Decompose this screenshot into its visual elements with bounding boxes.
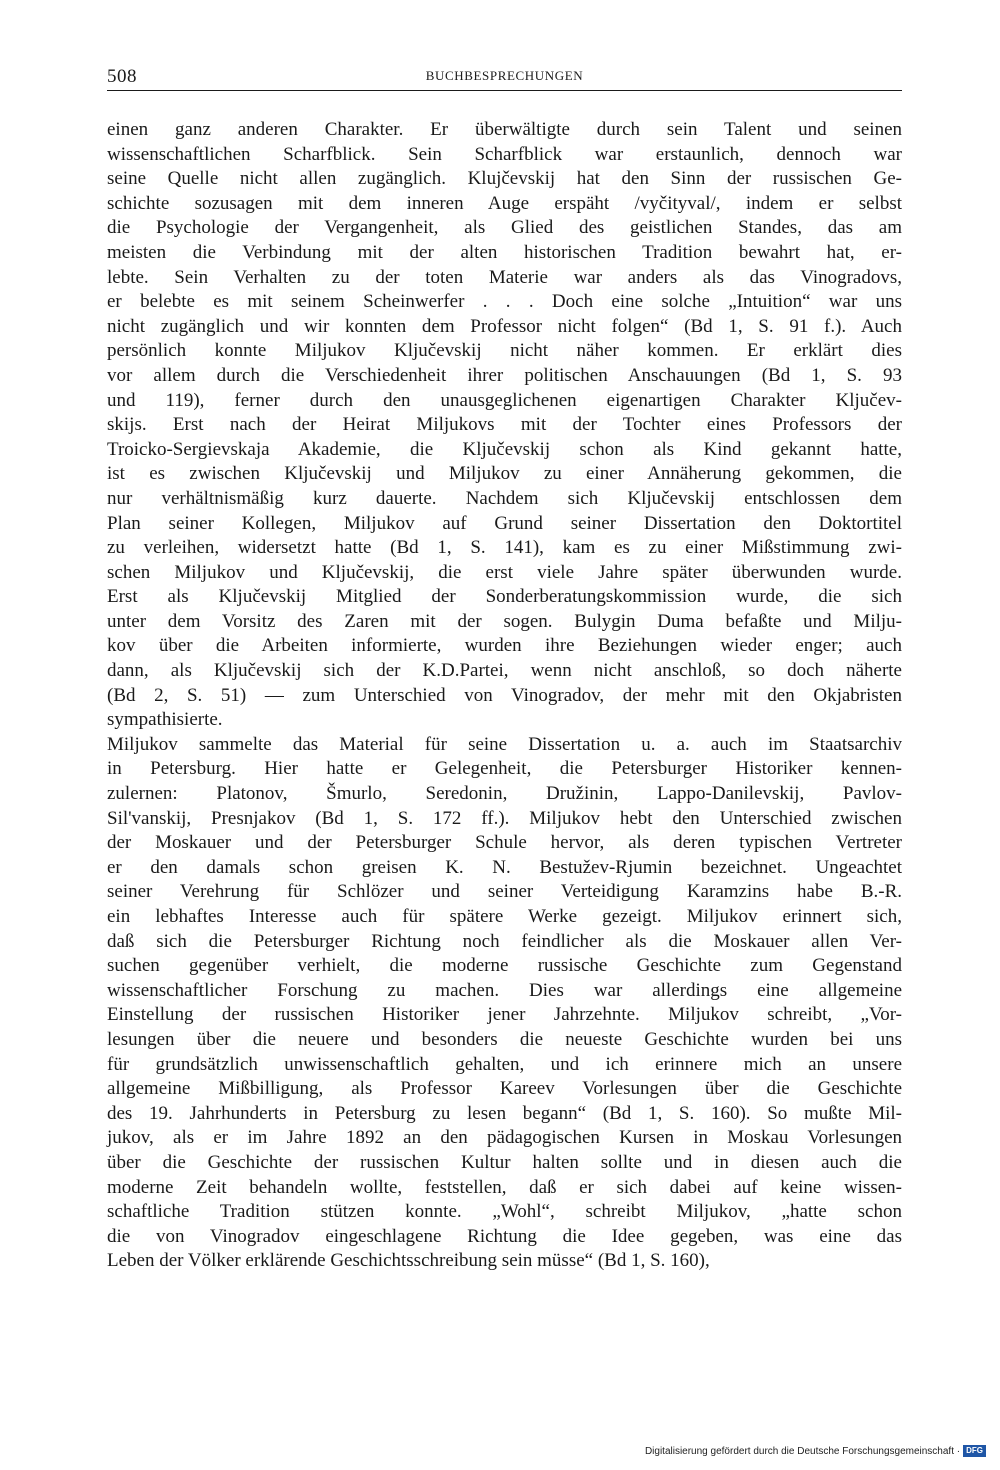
text-line: seiner Verehrung für Schlözer und seiner Verteidigung Karamzins habe B.-R. (107, 881, 902, 903)
text-line: lesungen über die neuere und besonders die neueste Geschichte wurden bei uns (107, 1028, 902, 1050)
page-number: 508 (107, 66, 137, 87)
text-line: suchen gegenüber verhielt, die moderne russische Geschichte zum Gegenstand (107, 955, 902, 977)
text-line: seine Quelle nicht allen zugänglich. Klujčevskij hat den Sinn der russischen Ge- (107, 168, 902, 190)
text-line: in Petersburg. Hier hatte er Gelegenheit, die Petersburger Historiker kennen- (107, 758, 902, 780)
text-line: Troicko-Sergievskaja Akademie, die Ključevskij schon als Kind gekannt hatte, (107, 438, 902, 460)
page-header (107, 66, 902, 88)
text-line: jukov, als er im Jahre 1892 an den pädagogischen Kursen in Moskau Vorlesungen (107, 1127, 902, 1149)
text-line: moderne Zeit behandeln wollte, feststellen, daß er sich dabei auf keine wissen- (107, 1176, 902, 1198)
text-line: nur verhältnismäßig kurz dauerte. Nachdem sich Ključevskij entschlossen dem (107, 487, 902, 509)
body-text (107, 118, 902, 1274)
text-line: die Psychologie der Vergangenheit, als Glied des geistlichen Standes, das am (107, 217, 902, 239)
text-line: (Bd 2, S. 51) — zum Unterschied von Vinogradov, der mehr mit den Okjabristen (107, 684, 902, 706)
text-line: er den damals schon greisen K. N. Bestužev-Rjumin bezeichnet. Ungeachtet (107, 856, 902, 878)
text-line: ein lebhaftes Interesse auch für spätere Werke gezeigt. Miljukov erinnert sich, (107, 906, 902, 927)
text-line: dann, als Ključevskij sich der K.D.Partei, wenn nicht anschloß, so doch näherte (107, 660, 902, 682)
text-line: Leben der Völker erklärende Geschichtsschreibung sein müsse“ (Bd 1, S. 160), (107, 1250, 710, 1272)
text-line: er belebte es mit seinem Scheinwerfer . . . Doch eine solche „Intuition“ war uns (107, 291, 902, 313)
text-line: Miljukov sammelte das Material für seine Dissertation u. a. auch im Staatsarchiv (107, 733, 902, 755)
text-line: schichte sozusagen mit dem inneren Auge erspäht /vyčityval/, indem er selbst (107, 192, 902, 214)
text-line: Einstellung der russischen Historiker jener Jahrzehnte. Miljukov schreibt, „Vor- (107, 1004, 902, 1026)
text-line: skijs. Erst nach der Heirat Miljukovs mit der Tochter eines Professors der (107, 414, 902, 436)
text-line: des 19. Jahrhunderts in Petersburg zu lesen begann“ (Bd 1, S. 160). So mußte Mil- (107, 1102, 902, 1124)
text-line: kov über die Arbeiten informierte, wurden ihre Beziehungen wieder enger; auch (107, 635, 902, 657)
dfg-logo: DFG (963, 1445, 986, 1457)
text-line: Plan seiner Kollegen, Miljukov auf Grund seiner Dissertation den Doktortitel (107, 512, 902, 534)
text-line: für grundsätzlich unwissenschaftlich gehalten, und ich erinnere mich an unsere (107, 1053, 902, 1075)
text-line: die von Vinogradov eingeschlagene Richtung die Idee gegeben, was eine das (107, 1225, 902, 1247)
text-line: persönlich konnte Miljukov Ključevskij nicht näher kommen. Er erklärt dies (107, 340, 902, 362)
text-line: einen ganz anderen Charakter. Er überwältigte durch sein Talent und seinen (107, 119, 902, 140)
text-line: ist es zwischen Ključevskij und Miljukov zu einer Annäherung gekommen, die (107, 463, 902, 485)
text-line: über die Geschichte der russischen Kultur halten sollte und in diesen auch die (107, 1151, 902, 1173)
text-line: schaftliche Tradition stützen konnte. „Wohl“, schreibt Miljukov, „hatte schon (107, 1201, 902, 1223)
text-line: unter dem Vorsitz des Zaren mit der sogen. Bulygin Duma befaßte und Milju- (107, 610, 902, 632)
text-line: nicht zugänglich und wir konnten dem Professor nicht folgen“ (Bd 1, S. 91 f.). Auch (107, 315, 902, 337)
text-line: vor allem durch die Verschiedenheit ihrer politischen Anschauungen (Bd 1, S. 93 (107, 364, 902, 386)
text-line: zu verleihen, widersetzt hatte (Bd 1, S. 141), kam es zu einer Mißstimmung zwi- (107, 537, 902, 559)
text-line: und 119), ferner durch den unausgeglichenen eigenartigen Charakter Ključev- (107, 389, 902, 411)
text-line: allgemeine Mißbilligung, als Professor Kareev Vorlesungen über die Geschichte (107, 1078, 902, 1100)
text-line: schen Miljukov und Ključevskij, die erst viele Jahre später überwunden wurde. (107, 561, 902, 583)
text-line: wissenschaftlicher Forschung zu machen. Dies war allerdings eine allgemeine (107, 979, 902, 1001)
text-line: der Moskauer und der Petersburger Schule hervor, als deren typischen Vertreter (107, 832, 902, 854)
text-line: meisten die Verbindung mit der alten historischen Tradition bewahrt hat, er- (107, 241, 902, 263)
text-line: Erst als Ključevskij Mitglied der Sonderberatungskommission wurde, die sich (107, 586, 902, 608)
credit-text: Digitalisierung gefördert durch die Deutsche Forschungsgemeinschaft · (644, 1445, 961, 1457)
text-line: lebte. Sein Verhalten zu der toten Materie war anders als das Vinogradovs, (107, 266, 902, 288)
text-line: Sil'vanskij, Presnjakov (Bd 1, S. 172 ff.). Miljukov hebt den Unterschied zwischen (107, 807, 902, 829)
text-line: sympathisierte. (107, 709, 223, 731)
running-title: BUCHBESPRECHUNGEN (425, 68, 584, 83)
header-rule (107, 90, 902, 91)
digitization-credit (645, 1444, 986, 1458)
text-line: zulernen: Platonov, Šmurlo, Seredonin, Družinin, Lappo-Danilevskij, Pavlov- (107, 783, 902, 805)
text-line: wissenschaftlichen Scharfblick. Sein Scharfblick war erstaunlich, dennoch war (107, 143, 902, 165)
text-line: daß sich die Petersburger Richtung noch feindlicher als die Moskauer allen Ver- (107, 930, 902, 952)
